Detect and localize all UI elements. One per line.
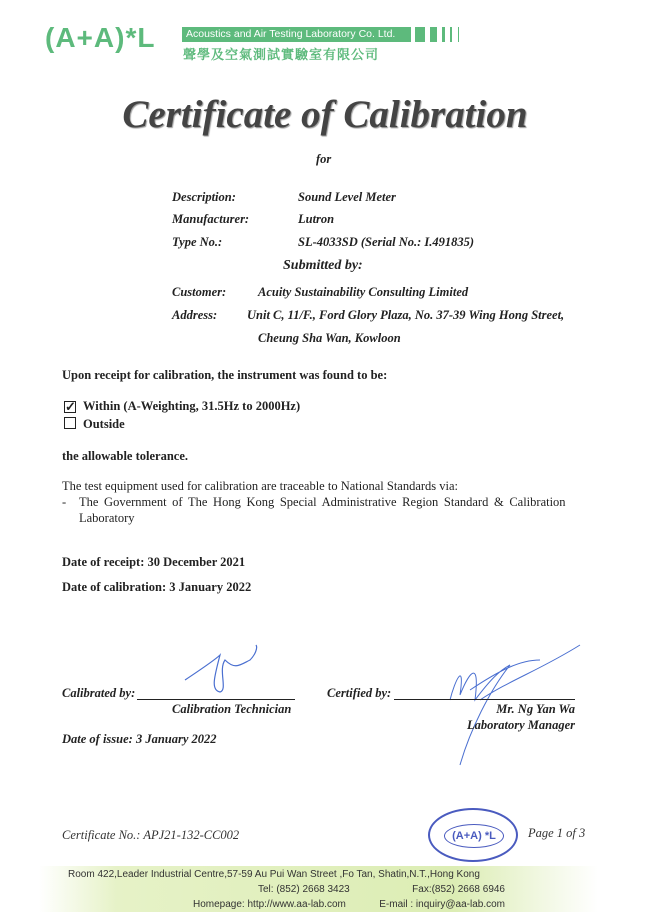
decorative-stripe bbox=[458, 27, 459, 42]
description-value: Sound Level Meter bbox=[298, 190, 396, 204]
certificate-number: Certificate No.: APJ21-132-CC002 bbox=[62, 828, 240, 842]
certified-by-label: Certified by: bbox=[327, 686, 392, 700]
checkbox-checked-icon: ✓ bbox=[65, 399, 76, 414]
list-bullet: - bbox=[62, 495, 67, 509]
manufacturer-value: Lutron bbox=[298, 212, 335, 226]
type-value: SL-4033SD (Serial No.: I.491835) bbox=[298, 235, 475, 249]
option-outside bbox=[64, 417, 125, 432]
customer-value: Acuity Sustainability Consulting Limited bbox=[258, 285, 469, 299]
date-of-receipt: Date of receipt: 30 December 2021 bbox=[62, 555, 246, 569]
calibrated-by-label: Calibrated by: bbox=[62, 686, 136, 700]
company-name-zh: 聲學及空氣測試實驗室有限公司 bbox=[183, 48, 380, 63]
signature-line bbox=[394, 699, 575, 700]
stamp-center: (A+A) *L bbox=[444, 824, 504, 848]
option-label: Within (A-Weighting, 31.5Hz to 2000Hz) bbox=[83, 399, 301, 413]
tolerance-text: the allowable tolerance. bbox=[62, 449, 189, 463]
traceability-item-line-2: Laboratory bbox=[79, 511, 135, 525]
for-label: for bbox=[316, 152, 332, 166]
footer-fax: Fax:(852) 2668 6946 bbox=[412, 884, 505, 895]
calibrated-by-role: Calibration Technician bbox=[172, 702, 292, 716]
footer-homepage: Homepage: http://www.aa-lab.com bbox=[193, 899, 346, 910]
address-label: Address: bbox=[172, 308, 218, 322]
traceability-item-line-1: The Government of The Hong Kong Special Administrative Region Standard & Calibration bbox=[79, 495, 566, 509]
address-line-1: Unit C, 11/F., Ford Glory Plaza, No. 37-39 Wing Hong Street, bbox=[247, 308, 565, 322]
decorative-stripe bbox=[442, 27, 445, 42]
footer-address: Room 422,Leader Industrial Centre,57-59 Au Pui Wan Street ,Fo Tan, Shatin,N.T.,Hong Kong bbox=[68, 869, 480, 880]
company-stamp bbox=[428, 808, 518, 862]
decorative-stripe bbox=[450, 27, 452, 42]
certified-by-name: Mr. Ng Yan Wa bbox=[496, 702, 575, 716]
company-name-en: Acoustics and Air Testing Laboratory Co. Ltd. bbox=[182, 27, 399, 42]
checkbox-empty-icon bbox=[64, 417, 76, 429]
page-number: Page 1 of 3 bbox=[528, 826, 586, 840]
decorative-stripe bbox=[397, 27, 411, 42]
type-label: Type No.: bbox=[172, 235, 223, 249]
date-of-issue: Date of issue: 3 January 2022 bbox=[62, 732, 217, 746]
footer-tel: Tel: (852) 2668 3423 bbox=[258, 884, 350, 895]
technician-signature bbox=[180, 640, 270, 700]
decorative-stripe bbox=[430, 27, 437, 42]
option-label: Outside bbox=[83, 417, 125, 431]
decorative-stripe bbox=[415, 27, 425, 42]
description-label: Description: bbox=[172, 190, 236, 204]
footer-email: E-mail : inquiry@aa-lab.com bbox=[379, 899, 505, 910]
receipt-statement: Upon receipt for calibration, the instrument was found to be: bbox=[62, 368, 388, 382]
company-logo: (A+A)*L bbox=[45, 22, 156, 53]
manufacturer-label: Manufacturer: bbox=[172, 212, 250, 226]
option-within bbox=[64, 399, 300, 414]
submitted-by-heading: Submitted by: bbox=[283, 258, 363, 273]
date-of-calibration: Date of calibration: 3 January 2022 bbox=[62, 580, 252, 594]
address-line-2: Cheung Sha Wan, Kowloon bbox=[258, 331, 401, 345]
signature-line bbox=[137, 699, 295, 700]
page-title: Certificate of Calibration bbox=[122, 93, 528, 136]
customer-label: Customer: bbox=[172, 285, 227, 299]
traceability-text: The test equipment used for calibration are traceable to National Standards via: bbox=[62, 479, 459, 493]
certified-by-role: Laboratory Manager bbox=[467, 718, 575, 732]
